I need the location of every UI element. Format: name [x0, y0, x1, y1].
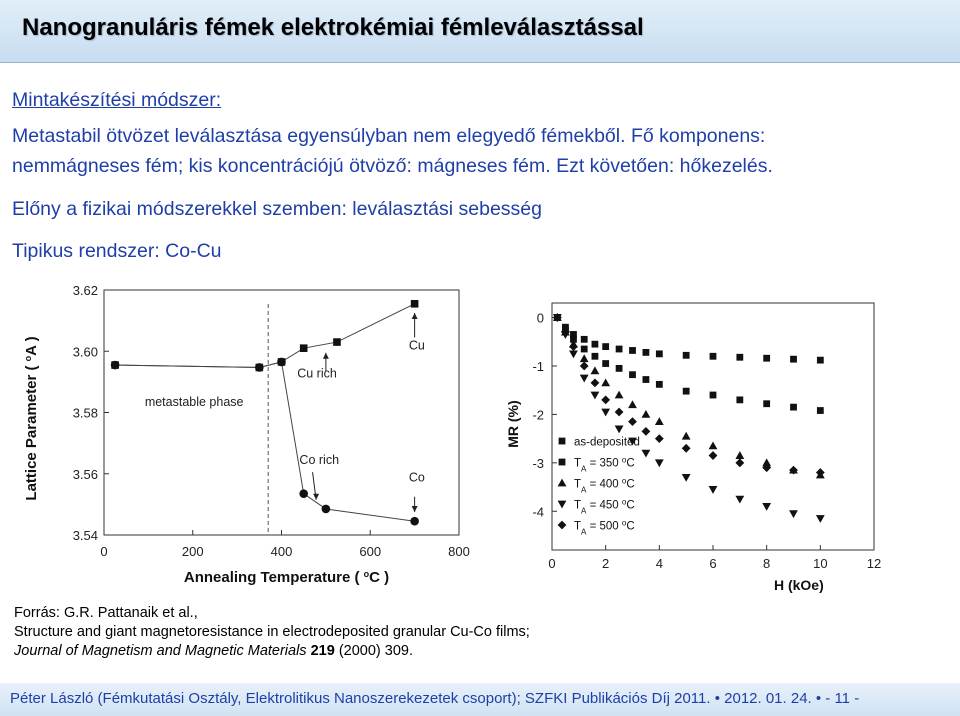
mr-point-series-4 [580, 362, 589, 371]
mr-point-series-4 [816, 468, 825, 477]
mr-point-series-1 [602, 360, 609, 367]
mr-point-series-3 [601, 409, 610, 417]
y-axis-label: MR (%) [505, 400, 521, 448]
x-tick-label: 0 [100, 544, 108, 559]
body-line-4: Tipikus rendszer: Co-Cu [12, 240, 222, 262]
mr-point-series-0 [790, 356, 797, 363]
mr-point-series-2 [601, 379, 610, 387]
mr-point-series-1 [683, 388, 690, 395]
body-line-2: nemmágneses fém; kis koncentrációjú ötvöző: mágneses fém. Ezt követően: hőkezelés. [12, 155, 773, 177]
y-tick-label: 3.54 [72, 528, 98, 543]
mr-point-series-2 [628, 400, 637, 408]
title-divider [0, 62, 960, 63]
mr-point-series-1 [616, 365, 623, 372]
mr-point-series-2 [655, 417, 664, 425]
y-tick-label: 3.56 [72, 466, 98, 482]
x-tick-label: 600 [359, 544, 382, 559]
source-citation: Forrás: G.R. Pattanaik et al., [14, 605, 198, 621]
mr-point-series-0 [581, 336, 588, 343]
arrow-cu-rich-head [323, 353, 329, 359]
mr-point-series-2 [735, 451, 744, 459]
mr-point-series-0 [656, 350, 663, 357]
legend-label-4: $T_A = 500$ $^o$C [574, 518, 635, 537]
legend-marker-0 [559, 438, 566, 445]
cu-rich-series-line [115, 304, 415, 368]
mr-point-series-4 [655, 434, 664, 443]
mr-point-series-4 [628, 417, 637, 426]
legend-label-0: as-deposited [574, 436, 640, 449]
y-tick-label: -1 [532, 358, 544, 374]
mr-point-series-3 [682, 474, 691, 482]
mr-point-series-4 [615, 408, 624, 417]
y-tick-label: 3.62 [72, 283, 98, 298]
x-tick-label: 800 [448, 544, 470, 559]
lattice-parameter-chart [14, 278, 484, 593]
mr-point-series-1 [656, 381, 663, 388]
journal-volume: 219 [310, 643, 335, 659]
arrow-cu-head [412, 313, 418, 319]
y-tick-label: -2 [532, 407, 544, 423]
mr-point-series-0 [602, 343, 609, 350]
mr-point-series-3 [709, 486, 718, 494]
mr-point-series-2 [580, 354, 589, 362]
mr-point-series-1 [581, 346, 588, 353]
legend-label-3: $T_A = 450$ $^o$C [574, 497, 635, 516]
mr-point-series-0 [763, 355, 770, 362]
x-tick-label: 12 [866, 556, 882, 571]
journal-year-page: (2000) 309. [338, 643, 413, 659]
x-tick-label: 0 [548, 556, 556, 571]
y-axis-label: Lattice Parameter ( $^o$A ) [23, 336, 40, 501]
mr-point-series-3 [580, 375, 589, 383]
co-rich-point [255, 363, 264, 372]
co-rich-series-line [115, 362, 415, 521]
mr-point-series-1 [710, 392, 717, 399]
y-tick-label: -3 [532, 455, 544, 471]
x-axis-label: Annealing Temperature ( $^o$C ) [183, 569, 390, 586]
mr-point-series-4 [569, 342, 578, 351]
mr-point-series-3 [655, 459, 664, 467]
mr-point-series-0 [629, 347, 636, 354]
arrow-co-rich-head [313, 494, 319, 500]
legend-marker-4 [558, 521, 567, 530]
mr-point-series-0 [817, 357, 824, 364]
mr-point-series-0 [710, 353, 717, 360]
mr-point-series-4 [682, 444, 691, 453]
x-tick-label: 6 [709, 556, 717, 571]
cu-rich-point [411, 300, 419, 308]
annotation-cu-rich: Cu rich [297, 366, 337, 381]
journal-name: Journal of Magnetism and Magnetic Materials [14, 643, 307, 659]
legend-marker-1 [559, 459, 566, 466]
mr-point-series-0 [683, 352, 690, 359]
co-rich-point [299, 489, 308, 498]
mr-point-series-2 [642, 410, 651, 418]
x-tick-label: 8 [763, 556, 771, 571]
mr-point-series-3 [816, 515, 825, 523]
y-tick-label: 3.58 [72, 405, 98, 421]
mr-point-series-1 [592, 353, 599, 360]
annotation-co-rich: Co rich [299, 452, 340, 467]
mr-point-series-1 [629, 371, 636, 378]
plot-frame [104, 290, 459, 535]
x-tick-label: 400 [270, 544, 293, 559]
legend-label-1: $T_A = 350$ $^o$C [574, 455, 635, 474]
mr-point-series-3 [591, 392, 600, 400]
mr-point-series-3 [789, 510, 798, 518]
mr-point-series-2 [591, 366, 600, 374]
x-axis-label: H (kOe) [773, 577, 824, 593]
body-line-1: Metastabil ötvözet leválasztása egyensúlyban nem elegyedő fémekből. Fő komponens: [12, 125, 766, 147]
mr-point-series-3 [615, 426, 624, 434]
method-heading: Mintakészítési módszer: [12, 89, 222, 111]
mr-point-series-2 [709, 441, 718, 449]
mr-point-series-1 [736, 396, 743, 403]
mr-point-series-1 [817, 407, 824, 414]
co-rich-point [111, 361, 120, 370]
x-tick-label: 10 [813, 556, 828, 571]
x-tick-label: 4 [655, 556, 663, 571]
mr-point-series-4 [709, 451, 718, 460]
footer-text: Péter László (Fémkutatási Osztály, Elektrolitikus Nanoszerekezetek csoport); SZFKI Publikációs Díj 2011. • 2012. 01. 24. • - 11 - [10, 690, 860, 707]
annotation-co: Co [408, 470, 425, 485]
co-rich-point [410, 517, 419, 526]
source-journal [14, 643, 413, 659]
title-bar [0, 0, 960, 62]
mr-point-series-4 [735, 458, 744, 467]
mr-point-series-0 [592, 341, 599, 348]
annotation-metastable-phase: metastable phase [144, 394, 244, 409]
mr-point-series-3 [569, 350, 578, 358]
footer-bar [0, 683, 960, 716]
x-tick-label: 2 [602, 556, 610, 571]
legend-marker-3 [558, 501, 567, 509]
mr-point-series-1 [643, 376, 650, 383]
cu-rich-point [333, 338, 341, 346]
mr-point-series-4 [601, 395, 610, 404]
y-tick-label: -4 [532, 504, 544, 520]
mr-point-series-4 [642, 427, 651, 436]
body-line-3: Előny a fizikai módszerekkel szemben: leválasztási sebesség [12, 198, 542, 220]
mr-point-series-4 [591, 379, 600, 388]
mr-point-series-0 [736, 354, 743, 361]
y-tick-label: 0 [536, 310, 544, 326]
magnetoresistance-chart [494, 295, 890, 595]
slide-title: Nanogranuláris fémek elektrokémiai fémleválasztással [22, 14, 644, 41]
annotation-cu: Cu [408, 338, 425, 353]
co-rich-point [322, 505, 331, 514]
mr-point-series-3 [735, 496, 744, 504]
cu-rich-point [300, 344, 308, 352]
source-paper-title: Structure and giant magnetoresistance in electrodeposited granular Cu-Co films; [14, 624, 530, 640]
mr-point-series-0 [643, 349, 650, 356]
mr-point-series-1 [790, 404, 797, 411]
y-tick-label: 3.60 [72, 344, 98, 360]
x-tick-label: 200 [181, 544, 204, 559]
plot-frame [552, 303, 874, 550]
mr-point-series-1 [763, 400, 770, 407]
mr-point-series-0 [616, 346, 623, 353]
mr-point-series-3 [762, 503, 771, 511]
legend-marker-2 [558, 479, 567, 487]
mr-point-series-2 [682, 432, 691, 440]
legend-label-2: $T_A = 400$ $^o$C [574, 476, 635, 495]
mr-point-series-3 [642, 450, 651, 458]
arrow-co-head [412, 506, 418, 512]
co-rich-point [277, 358, 286, 367]
mr-point-series-2 [615, 391, 624, 399]
